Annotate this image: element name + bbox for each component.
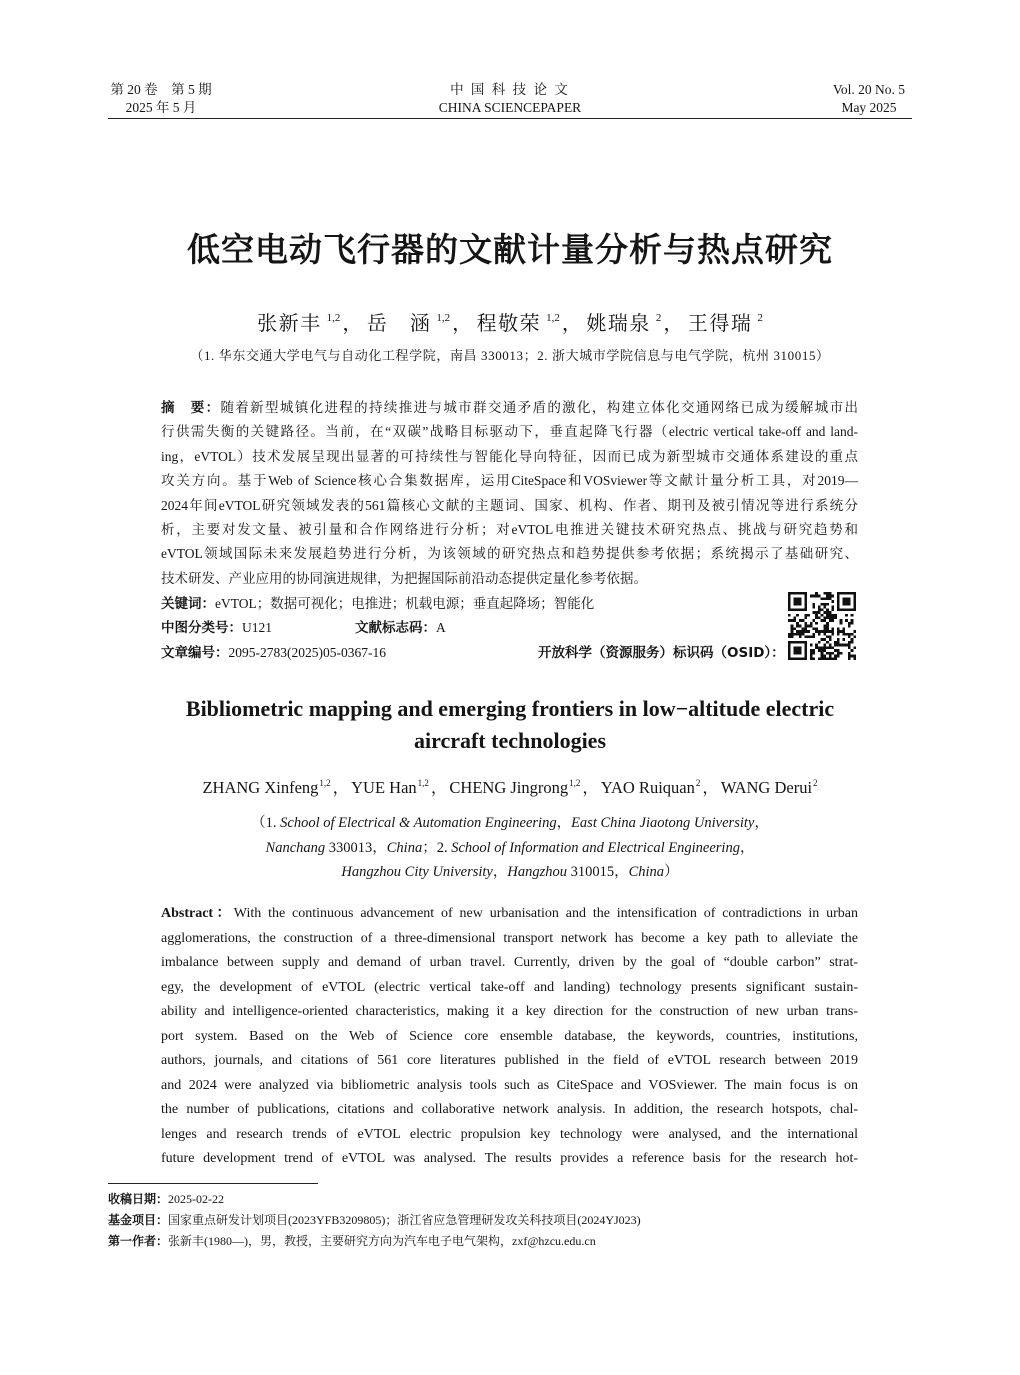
clc-number bbox=[161, 616, 272, 640]
author-name: 姚瑞泉 bbox=[586, 311, 651, 335]
abstract-en-line: egy, the development of eVTOL (electric vertical take-off and landing) technology presents significant sustain- bbox=[161, 979, 858, 995]
author-affiliation-sup: 1,2 bbox=[436, 312, 451, 324]
author-separator: ， bbox=[663, 311, 685, 335]
footnote-funding bbox=[108, 1210, 641, 1231]
paper-title-en bbox=[0, 693, 1020, 757]
author-separator: ， bbox=[430, 778, 448, 797]
article-number-label: 文章编号： bbox=[161, 645, 229, 661]
author-name: 王得瑞 bbox=[687, 311, 753, 335]
header-date-en-line: May 2025 bbox=[841, 100, 897, 115]
author-separator: ， bbox=[561, 311, 584, 335]
affiliation-city: Hangzhou bbox=[507, 864, 567, 880]
abstract-en-line: authors, journals, and citations of 561 core literatures published in the field of eVTOL research between 2019 bbox=[161, 1053, 858, 1068]
affiliation-en bbox=[0, 811, 1020, 885]
abstract-en-line: imbalance between supply and demand of urban travel. Currently, driven by the goal of “double carbon” strat- bbox=[161, 955, 858, 970]
footnote-first-author bbox=[108, 1231, 641, 1252]
clc-value: U121 bbox=[242, 620, 272, 635]
author-list-cn bbox=[0, 309, 1020, 341]
footnote-value: 2025-02-22 bbox=[168, 1192, 225, 1206]
affiliation-university: Hangzhou City University bbox=[341, 864, 493, 880]
abstract-en-text: With the continuous advancement of new urbanisation and the intensification of contradictions in urban bbox=[233, 906, 858, 921]
author-name: 岳 涵 bbox=[366, 311, 432, 335]
header-volume-line: 第 20 卷 第 5 期 bbox=[110, 82, 212, 97]
abstract-en-line: lenges and research trends of eVTOL electric propulsion key technology were analysed, and the international bbox=[161, 1126, 858, 1142]
abstract-en-line bbox=[161, 902, 858, 927]
author-affiliation-sup: 2 bbox=[757, 312, 763, 324]
affiliation-text: ， bbox=[492, 864, 508, 880]
author-name: 程敬荣 bbox=[476, 311, 542, 335]
abstract-cn-text: 随着新型城镇化进程的持续推进与城市群交通矛盾的激化，构建立体化交通网络已成为缓解城市出 bbox=[220, 400, 859, 415]
abstract-en-line: agglomerations, the construction of a three-dimensional transport network has become a key path to alleviate the bbox=[161, 930, 858, 946]
document-code bbox=[355, 616, 446, 640]
author-separator: ， bbox=[342, 311, 364, 335]
article-number bbox=[161, 641, 386, 665]
affiliation-en-line bbox=[0, 860, 1020, 885]
author-affiliation-sup: 1,2 bbox=[569, 778, 581, 788]
document-code-value: A bbox=[436, 620, 446, 635]
affiliation-text: ；2. bbox=[422, 839, 452, 856]
affiliation-city: Nanchang bbox=[265, 839, 326, 856]
author-name: 张新丰 bbox=[257, 311, 322, 335]
abstract-cn-line: 析，主要对发文量、被引量和合作网络进行分析；对eVTOL电推进关键技术研究热点、挑战与研究趋势和 bbox=[161, 521, 858, 537]
header-volume-issue bbox=[102, 81, 220, 117]
author-name-en: ZHANG Xinfeng bbox=[202, 778, 319, 797]
affiliation-country: China bbox=[628, 864, 665, 880]
author-list-en bbox=[0, 776, 1020, 802]
keywords-cn bbox=[161, 592, 594, 616]
clc-label: 中图分类号： bbox=[161, 620, 242, 636]
abstract-cn-line: 2024年间eVTOL研究领域发表的561篇核心文献的主题词、国家、机构、作者、期刊及被引情况等进行系统分 bbox=[161, 497, 858, 513]
author-affiliation-sup: 1,2 bbox=[546, 312, 560, 324]
abstract-cn-line: 行供需失衡的关键路径。当前，在“双碳”战略目标驱动下，垂直起降飞行器（electric vertical take-off and land- bbox=[161, 424, 858, 440]
footnote-label: 基金项目： bbox=[108, 1213, 169, 1227]
affiliation-country: China bbox=[386, 839, 423, 856]
paper-title-en-line: aircraft technologies bbox=[413, 728, 607, 753]
author-separator: ， bbox=[582, 778, 599, 797]
affiliation-en-line bbox=[0, 811, 1020, 836]
affiliation-text: ， bbox=[754, 815, 769, 831]
abstract-cn-line: 攻关方向。基于Web of Science核心合集数据库，运用CiteSpace和VOSviewer等文献计量分析工具，对2019— bbox=[161, 473, 858, 489]
header-volume-en bbox=[822, 81, 916, 117]
osid-label: 开放科学（资源服务）标识码（OSID）： bbox=[538, 645, 785, 661]
author-separator: ， bbox=[452, 311, 474, 335]
author-affiliation-sup: 1,2 bbox=[326, 312, 341, 324]
header-journal-cn: 中 国 科 技 论 文 bbox=[450, 82, 570, 97]
abstract-cn-line: 技术研发、产业应用的协同演进规律，为把握国际前沿动态提供定量化参考依据。 bbox=[161, 570, 647, 586]
affiliation-en-line bbox=[0, 836, 1020, 861]
author-name-en: YUE Han bbox=[351, 778, 417, 797]
abstract-en-label: Abstract： bbox=[161, 906, 234, 921]
abstract-cn-line bbox=[161, 396, 858, 420]
affiliation-text: 310015， bbox=[566, 864, 629, 880]
header-journal-en: CHINA SCIENCEPAPER bbox=[438, 100, 582, 115]
keywords-value: eVTOL；数据可视化；电推进；机载电源；垂直起降场；智能化 bbox=[215, 596, 595, 611]
abstract-cn-line: eVTOL领域国际未来发展趋势进行分析，为该领域的研究热点和趋势提供参考依据；系统揭示了基础研究、 bbox=[161, 546, 858, 562]
affiliation-text: ， bbox=[556, 815, 572, 831]
footnote-received bbox=[108, 1189, 641, 1210]
paper-title-en-line: Bibliometric mapping and emerging frontiers in low−altitude electric bbox=[185, 696, 835, 721]
abstract-en-line: ability and intelligence-oriented characteristics, making it a key direction for the construction of new urban trans- bbox=[161, 1004, 858, 1019]
affiliation-university: East China Jiaotong University bbox=[571, 815, 755, 831]
header-journal-name bbox=[310, 81, 710, 117]
header-date-line: 2025 年 5 月 bbox=[125, 100, 197, 115]
header-rule bbox=[108, 118, 912, 119]
author-affiliation-sup: 2 bbox=[655, 312, 662, 324]
affiliation-school: School of Information and Electrical Engineering bbox=[451, 839, 740, 856]
osid-qr-code bbox=[788, 592, 856, 660]
footnote-value: 张新丰(1980—)，男，教授，主要研究方向为汽车电子电气架构，zxf@hzcu.edu.cn bbox=[168, 1234, 596, 1248]
affiliation-cn: （1. 华东交通大学电气与自动化工程学院，南昌 330013；2. 浙大城市学院信息与电气学院，杭州 310015） bbox=[190, 348, 830, 363]
article-number-value: 2095-2783(2025)05-0367-16 bbox=[228, 645, 386, 660]
abstract-en-line: port system. Based on the Web of Science core ensemble database, the keywords, countries, institutions, bbox=[161, 1028, 858, 1044]
header-volume-en-line: Vol. 20 No. 5 bbox=[832, 82, 906, 97]
abstract-cn bbox=[161, 396, 858, 591]
footnote-label: 收稿日期： bbox=[108, 1192, 169, 1206]
footnote-rule bbox=[108, 1183, 318, 1184]
author-affiliation-sup: 1,2 bbox=[417, 778, 429, 788]
affiliation-school: School of Electrical & Automation Engineering bbox=[280, 815, 557, 831]
keywords-label: 关键词： bbox=[161, 596, 215, 612]
author-name-en: CHENG Jingrong bbox=[449, 778, 569, 797]
author-separator: ， bbox=[332, 778, 350, 797]
footnote-label: 第一作者： bbox=[108, 1234, 169, 1248]
abstract-en-line: the number of publications, citations and collaborative network analysis. In addition, the research hotspots, chal- bbox=[161, 1102, 858, 1117]
abstract-cn-label: 摘 要： bbox=[161, 400, 221, 416]
affiliation-text: ， bbox=[739, 839, 755, 856]
author-name-en: YAO Ruiquan bbox=[600, 778, 695, 797]
author-affiliation-sup: 1,2 bbox=[319, 778, 331, 788]
author-affiliation-sup: 2 bbox=[813, 778, 818, 788]
author-name-en: WANG Derui bbox=[720, 778, 813, 797]
affiliation-text: 330013， bbox=[325, 839, 387, 856]
abstract-cn-line: ing，eVTOL）技术发展呈现出显著的可持续性与智能化导向特征，因而已成为新型城市交通体系建设的重点 bbox=[161, 448, 858, 464]
abstract-en bbox=[161, 902, 858, 1172]
paper-title-cn: 低空电动飞行器的文献计量分析与热点研究 bbox=[187, 230, 833, 269]
affiliation-text: （1. bbox=[251, 815, 281, 831]
abstract-en-line: future development trend of eVTOL was analysed. The results provides a reference basis for the research hot- bbox=[161, 1151, 858, 1166]
abstract-en-line: and 2024 were analyzed via bibliometric analysis tools such as CiteSpace and VOSviewer. The main focus is on bbox=[161, 1077, 858, 1093]
footnote-value: 国家重点研发计划项目(2023YFB3209805)；浙江省应急管理研发攻关科技项目(2024YJ023) bbox=[168, 1213, 641, 1227]
author-separator: ， bbox=[702, 778, 719, 797]
affiliation-text: ） bbox=[664, 864, 679, 880]
document-code-label: 文献标志码： bbox=[355, 620, 436, 636]
author-affiliation-sup: 2 bbox=[695, 778, 701, 788]
footnotes bbox=[108, 1189, 641, 1252]
